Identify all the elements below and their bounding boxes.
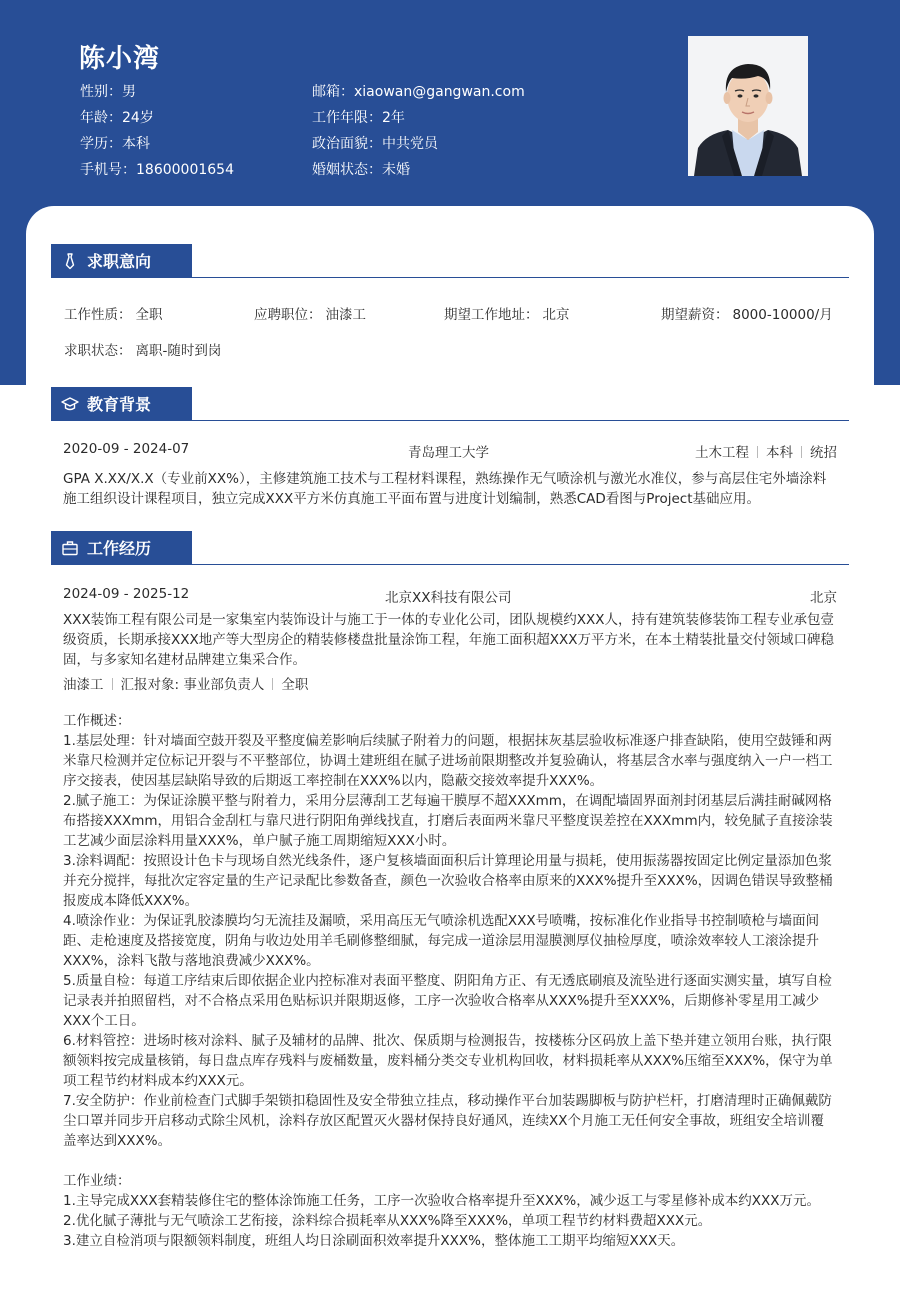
work-city: 北京 [810,590,837,606]
achievement-item: 1.主导完成XXX套精装修住宅的整体涂饰施工任务，工序一次验收合格率提升至XXX%，减少返工与零星修补成本约XXX万元。 [63,1193,820,1209]
info-gender: 性别：男 [80,84,136,100]
section-tab [51,387,192,420]
section-header [51,387,849,421]
work-role: 油漆工 [63,677,104,693]
info-education: 学历：本科 [80,136,150,152]
education-description: GPA X.XX/X.X（专业前XX%），主修建筑施工技术与工程材料课程，熟练操作无气喷涂机与激光水准仪，参与高层住宅外墙涂料施工组织设计课程项目，独立完成XXX平方米仿真施工平面布置与进度计划编制，熟悉CAD看图与Project基础应用。 [63,471,827,507]
work-summary-line [63,586,837,608]
achievement-item: 2.优化腻子薄批与无气喷涂工艺衔接，涂料综合损耗率从XXX%降至XXX%，单项工程节约材料费超XXX元。 [63,1213,712,1229]
education-summary-line [63,441,837,463]
work-achievements [63,1171,837,1251]
work-overview [63,711,837,1151]
overview-item: 6.材料管控：进场时核对涂料、腻子及辅材的品牌、批次、保质期与检测报告，按楼栋分区码放上盖下垫并建立领用台账，执行限额领料按完成量核销，每日盘点库存残料与废桶数量，废料桶分类交专业机构回收，材料损耗率从XXX%压缩至XXX%，保守为单项工程节约材料成本约XXX元。 [63,1033,833,1089]
intent-work-type: 工作性质： 全职 [64,307,163,323]
info-age: 年龄：24岁 [80,110,154,126]
intent-location: 期望工作地址： 北京 [444,307,570,323]
section-header [51,531,849,565]
overview-item: 5.质量自检：每道工序结束后即依据企业内控标准对表面平整度、阴阳角方正、有无透底刷痕及流坠进行逐面实测实量，填写自检记录表并拍照留档，对不合格点采用色贴标识并限期返修，工序一次验收合格率从XXX%提升至XXX%，后期修补零星用工减少XXX个工日。 [63,973,832,1029]
tie-icon [61,252,79,270]
info-work-years: 工作年限：2年 [312,110,405,126]
work-type: 全职 [281,677,309,693]
achievement-item: 3.建立自检消项与限额领料制度，班组人均日涂刷面积效率提升XXX%，整体施工工期平均缩短XXX天。 [63,1233,685,1249]
intent-salary: 期望薪资： 8000-10000/月 [661,307,833,323]
info-phone: 手机号：18600001654 [80,162,234,178]
overview-item: 2.腻子施工：为保证涂膜平整与附着力，采用分层薄刮工艺每遍干膜厚不超XXXmm，在调配墙固界面剂封闭基层后满挂耐碱网格布搭接XXXmm，用铝合金刮杠与靠尺进行阴阳角弹线找直，打磨后表面两米靠尺平整度误差控在XXXmm内，较免腻子直接涂装工艺减少面层涂料用量XXX%，单户腻子施工周期缩短XXX小时。 [63,793,833,849]
basic-info-left [80,79,234,183]
info-marital-status: 婚姻状态：未婚 [312,162,410,178]
overview-title: 工作概述： [63,713,131,729]
info-political-status: 政治面貌：中共党员 [312,136,438,152]
basic-info-right [312,79,525,183]
work-section [51,531,849,1251]
intent-position: 应聘职位： 油漆工 [254,307,366,323]
briefcase-icon [61,539,79,557]
candidate-name: 陈小湾 [79,44,161,74]
person-portrait-icon [688,36,808,176]
section-title: 求职意向 [87,252,152,271]
overview-item: 4.喷涂作业：为保证乳胶漆膜均匀无流挂及漏喷，采用高压无气喷涂机选配XXX号喷嘴，按标准化作业指导书控制喷枪与墙面间距、走枪速度及搭接宽度，阴角与收边处用羊毛刷修整细腻，每完成一道涂层用湿膜测厚仪抽检厚度，喷涂效率较人工滚涂提升XXX%，涂料飞散与落地浪费减少XXX%。 [63,913,820,969]
work-report-to: 汇报对象: 事业部负责人 [120,677,265,693]
education-section [51,387,849,509]
section-tab [51,531,192,564]
profile-photo [688,36,808,176]
intent-status: 求职状态： 离职-随时到岗 [64,343,222,359]
section-tab [51,244,192,277]
section-title: 教育背景 [87,395,152,414]
company-description: XXX装饰工程有限公司是一家集室内装饰设计与施工于一体的专业化公司，团队规模约XXX人，持有建筑装修装饰工程专业承包壹级资质，长期承接XXX地产等大型房企的精装修楼盘批量涂饰工程，年施工面积超XXX万平方米，在本土精装批量交付领域口碑稳固，与多家知名建材品牌建立集采合作。 [63,612,834,668]
company-name: 北京XX科技有限公司 [385,590,512,606]
graduation-cap-icon [61,395,79,413]
education-period: 2020-09 - 2024-07 [63,441,190,457]
section-header [51,244,849,278]
overview-item: 1.基层处理：针对墙面空鼓开裂及平整度偏差影响后续腻子附着力的问题，根据抹灰基层验收标准逐户排查缺陷，使用空鼓锤和两米靠尺检测并定位标记开裂与不平整部位，协调土建班组在腻子进场前限期整改并复验确认，将基层含水率与强度纳入一户一档工序交接表，使因基层缺陷导致的后期返工率控制在XXX%以内，隐蔽交接效率提升XXX%。 [63,733,833,789]
work-period: 2024-09 - 2025-12 [63,586,190,602]
school-name: 青岛理工大学 [408,445,489,461]
job-intent-section [51,244,849,278]
work-role-line [63,674,837,696]
info-email: 邮箱：xiaowan@gangwan.com [312,84,525,100]
overview-item: 3.涂料调配：按照设计色卡与现场自然光线条件，逐户复核墙面面积后计算理论用量与损耗，使用振荡器按固定比例定量添加色浆并充分搅拌，每批次定容定量的生产记录配比参数备查，颜色一次验收合格率由原来的XXX%提升至XXX%，因调色错误导致整桶报废成本降低XXX%。 [63,853,833,909]
overview-item: 7.安全防护：作业前检查门式脚手架锁扣稳固性及安全带独立挂点，移动操作平台加装踢脚板与防护栏杆，打磨清理时正确佩戴防尘口罩并同步开启移动式除尘风机，涂料存放区配置灭火器材保持良好通风，连续XX个月施工无任何安全事故，班组安全培训覆盖率达到XXX%。 [63,1093,832,1149]
education-details: 土木工程 本科 统招 [695,445,837,461]
achievement-title: 工作业绩： [63,1173,131,1189]
section-title: 工作经历 [87,539,152,558]
